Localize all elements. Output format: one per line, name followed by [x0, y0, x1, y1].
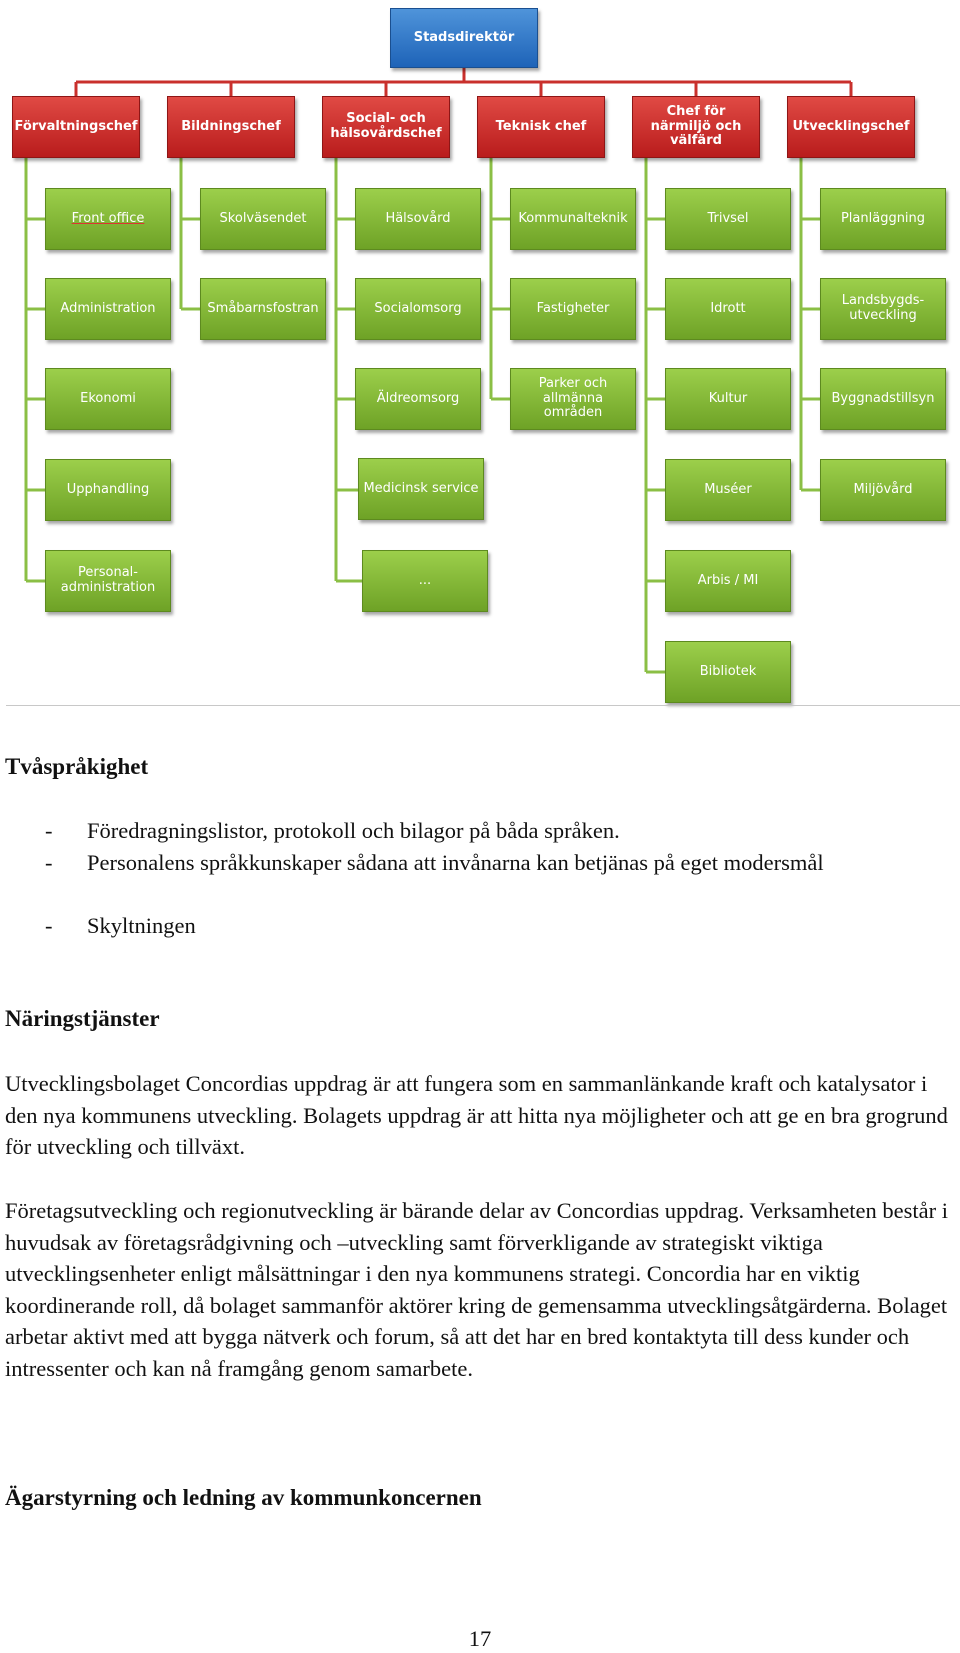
org-unit: [355, 368, 481, 430]
org-unit: [510, 278, 636, 340]
org-unit: [200, 278, 326, 340]
org-unit-label: Miljövård: [853, 481, 913, 497]
org-unit: [358, 458, 484, 520]
paragraph-concordia-mission: [5, 1068, 955, 1163]
org-unit: [45, 278, 171, 340]
bullet-marker: -: [45, 850, 53, 875]
org-unit: [200, 188, 326, 250]
org-unit: [45, 550, 171, 612]
bullet-marker: -: [45, 818, 53, 843]
heading-tvasprakighet: Tvåspråkighet: [5, 754, 149, 779]
org-unit-label: Front office: [71, 210, 145, 226]
org-unit: [665, 641, 791, 703]
org-head-label: Social- och hälsovårdschef: [330, 111, 442, 141]
org-unit: [45, 188, 171, 250]
org-unit-label: Kultur: [708, 390, 748, 406]
org-unit: [665, 368, 791, 430]
org-unit: [820, 368, 946, 430]
org-head-0: [12, 96, 140, 158]
org-head-label: Bildningschef: [181, 118, 281, 134]
org-unit: [665, 278, 791, 340]
org-head-4: [632, 96, 760, 158]
heading-naringstjanster: Näringstjänster: [5, 1006, 160, 1031]
org-head-label: Chef för närmiljö och välfärd: [650, 103, 742, 149]
org-unit: [665, 459, 791, 521]
org-unit-label: Bibliotek: [699, 663, 757, 679]
org-unit-label: Kommunalteknik: [518, 210, 628, 226]
org-unit-label: Skolväsendet: [219, 210, 307, 226]
org-unit: [355, 278, 481, 340]
org-unit-label: Trivsel: [707, 210, 749, 226]
org-unit-label: Byggnadstillsyn: [831, 390, 935, 406]
paragraph-text: Utvecklingsbolaget Concordias uppdrag är att fungera som en sammanlänkande kraft och katalysator i den nya kommunens utveckling. Bolagets uppdrag är att hitta nya möjligheter och att ge en bra grogrund för utveckling och tillväxt.: [5, 1071, 948, 1159]
org-head-label: Utvecklingschef: [792, 118, 910, 134]
org-chart: [0, 0, 960, 715]
bullet-marker: -: [45, 913, 53, 938]
chart-bottom-divider: [6, 705, 960, 706]
heading-agarstyrning: Ägarstyrning och ledning av kommunkoncernen: [5, 1485, 482, 1510]
org-unit-label: Medicinsk service: [363, 480, 479, 496]
org-unit: [355, 188, 481, 250]
org-unit-label: Planläggning: [840, 210, 926, 226]
paragraph-text: Företagsutveckling och regionutveckling är bärande delar av Concordias uppdrag. Verksamheten består i huvudsak av företagsrådgivning och –utveckling samt förverkligande av strategiskt viktiga utvecklingsenheter enligt målsättningar i den nya kommunens strategi. Concordia har en viktig koordinerande roll, då bolaget sammanför aktörer kring de gemensamma utvecklingsåtgärderna. Bolaget arbetar aktivt med att bygga nätverk och forum, så att det har en bred kontaktyta till dess kunder och intressenter och kan nå framgång genom samarbete.: [5, 1198, 949, 1381]
org-top-label: Stadsdirektör: [413, 29, 515, 45]
org-unit: [45, 459, 171, 521]
org-unit-label: Upphandling: [66, 481, 150, 497]
page-number: 17: [468, 1626, 492, 1651]
org-head-label: Förvaltningschef: [14, 118, 138, 134]
org-unit: [820, 188, 946, 250]
org-unit-label: Muséer: [704, 481, 752, 497]
org-head-1: [167, 96, 295, 158]
org-head-3: [477, 96, 605, 158]
org-unit: [510, 188, 636, 250]
org-unit-label: Administration: [60, 300, 156, 316]
org-unit-label: Ekonomi: [80, 390, 136, 406]
org-box-top: [390, 8, 538, 68]
org-unit: [510, 368, 636, 430]
org-unit-label: Småbarnsfostran: [207, 300, 319, 316]
bullet-text: Personalens språkkunskaper sådana att invånarna kan betjänas på eget modersmål: [87, 850, 824, 875]
bullet-text: Föredragningslistor, protokoll och bilagor på båda språken.: [87, 818, 620, 843]
org-unit-label: Äldreomsorg: [376, 390, 460, 406]
org-unit-label: Personal-administration: [60, 565, 156, 595]
org-unit-label: Parker och allmänna områden: [538, 375, 608, 421]
paragraph-concordia-activities: [5, 1195, 955, 1384]
org-head-2: [322, 96, 450, 158]
org-unit-label: Fastigheter: [536, 300, 610, 316]
org-unit: [665, 188, 791, 250]
org-unit-label: Idrott: [710, 300, 746, 316]
org-unit-label: Arbis / MI: [697, 572, 759, 588]
org-unit: [820, 459, 946, 521]
org-unit-label: ...: [418, 572, 432, 588]
org-head-label: Teknisk chef: [495, 118, 587, 134]
org-head-5: [787, 96, 915, 158]
org-unit: [820, 278, 946, 340]
org-unit-label: Landsbygds-utveckling: [841, 293, 925, 323]
org-unit-label: Hälsovård: [385, 210, 451, 226]
org-unit: [665, 550, 791, 612]
org-unit: [45, 368, 171, 430]
bullet-text: Skyltningen: [87, 913, 196, 938]
org-unit-label: Socialomsorg: [374, 300, 462, 316]
org-unit: [362, 550, 488, 612]
